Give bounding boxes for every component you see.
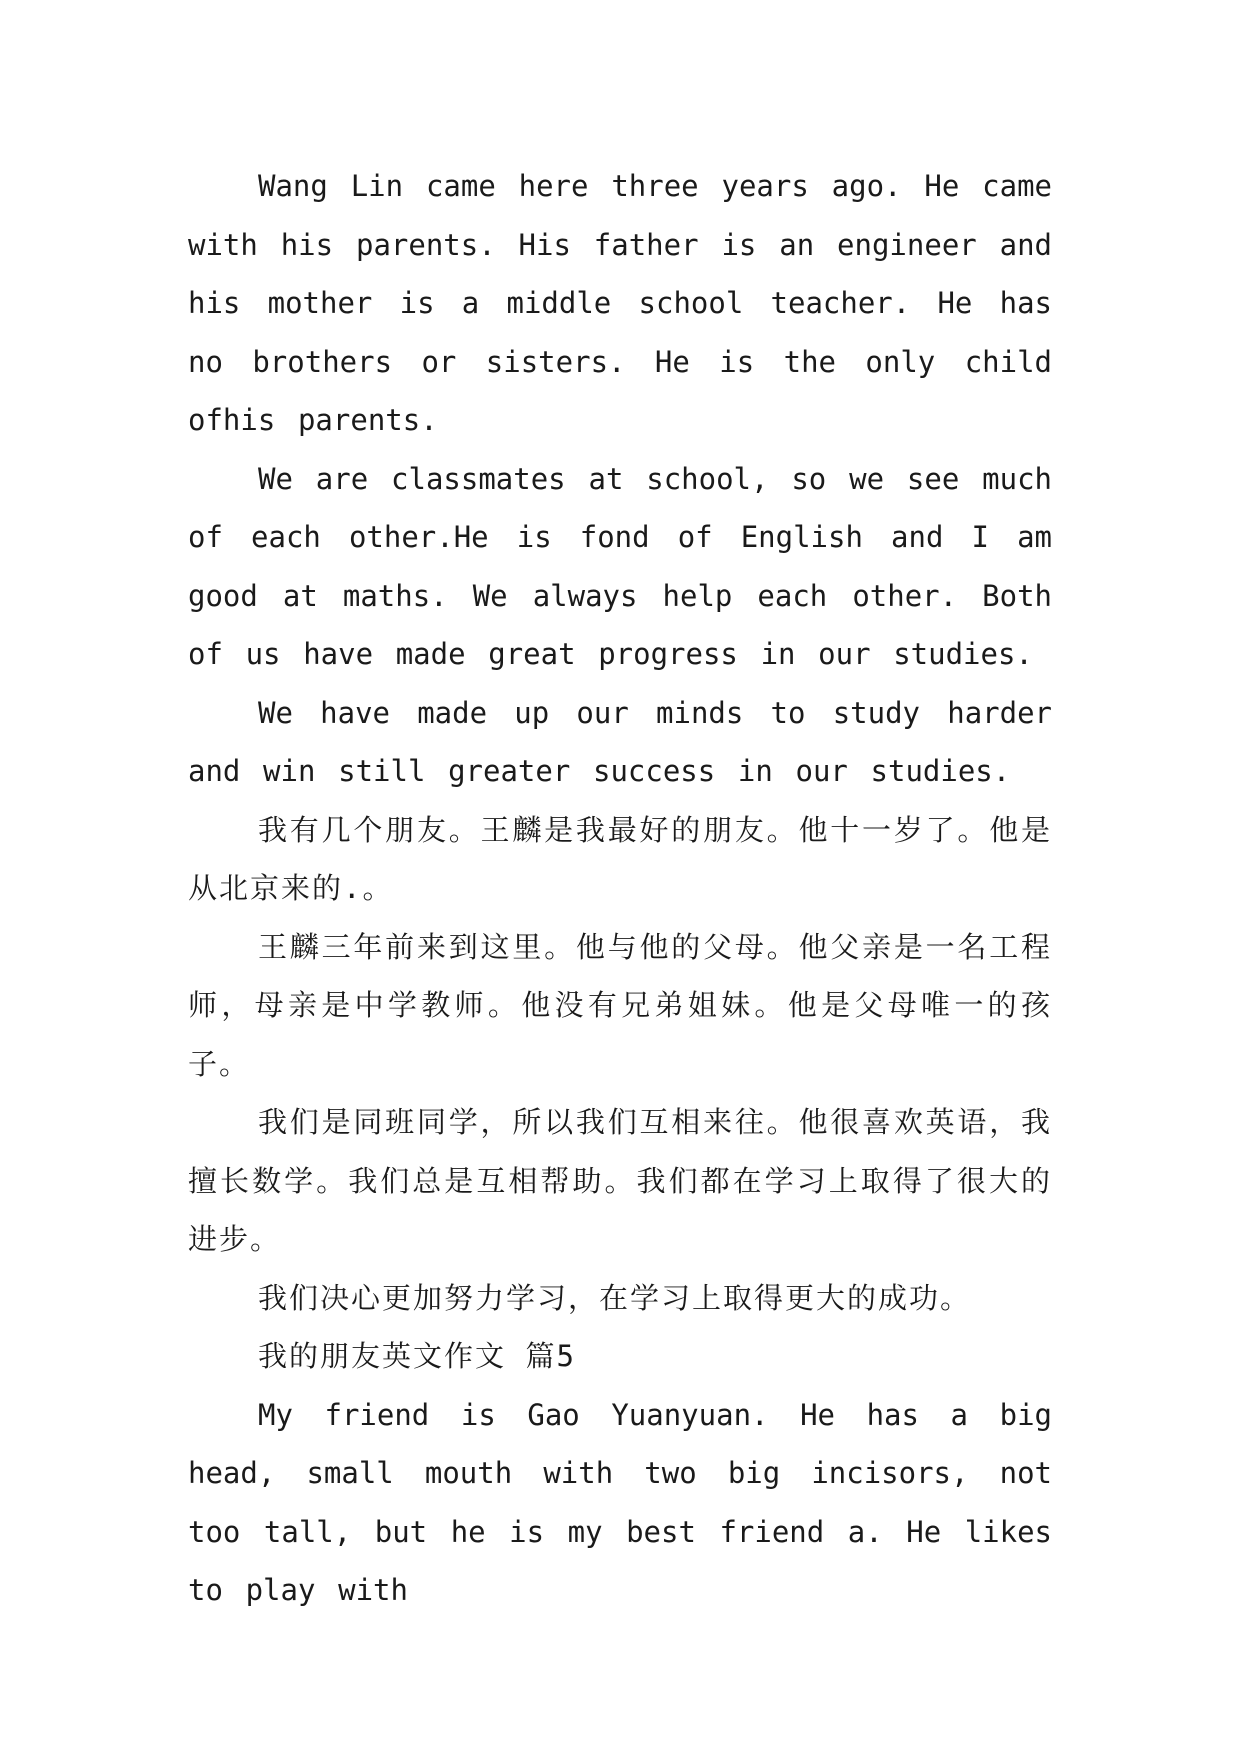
section-heading: 我的朋友英文作文 篇5 — [258, 1339, 576, 1373]
paragraph-zh-determination: 我们决心更加努力学习，在学习上取得更大的成功。 — [258, 1280, 972, 1315]
document-body — [188, 157, 1052, 1620]
paragraph-zh-family: 王麟三年前来到这里。他与他的父母。他父亲是一名工程师，母亲是中学教师。他没有兄弟姐妹。他是父母唯一的孩子。 — [188, 929, 1052, 1081]
paragraph-gao-yuanyuan: My friend is Gao Yuanyuan. He has a big head, small mouth with two big incisors, not too tall, but he is my best friend a. He likes to play with — [188, 1397, 1052, 1607]
paragraph-zh-classmates: 我们是同班同学，所以我们互相来往。他很喜欢英语，我擅长数学。我们总是互相帮助。我们都在学习上取得了很大的进步。 — [188, 1105, 1052, 1256]
paragraph-wang-lin-family: Wang Lin came here three years ago. He came with his parents. His father is an engineer and his mother is a middle school teacher. He has no brothers or sisters. He is the only child ofhis parents. — [188, 169, 1052, 437]
paragraph-zh-friends: 我有几个朋友。王麟是我最好的朋友。他十一岁了。他是从北京来的.。 — [188, 812, 1052, 905]
paragraph-study-harder: We have made up our minds to study harder and win still greater success in our studies. — [188, 695, 1052, 788]
paragraph-classmates: We are classmates at school, so we see much of each other.He is fond of English and I am good at maths. We always help each other. Both of us have made great progress in our studies. — [188, 461, 1052, 671]
